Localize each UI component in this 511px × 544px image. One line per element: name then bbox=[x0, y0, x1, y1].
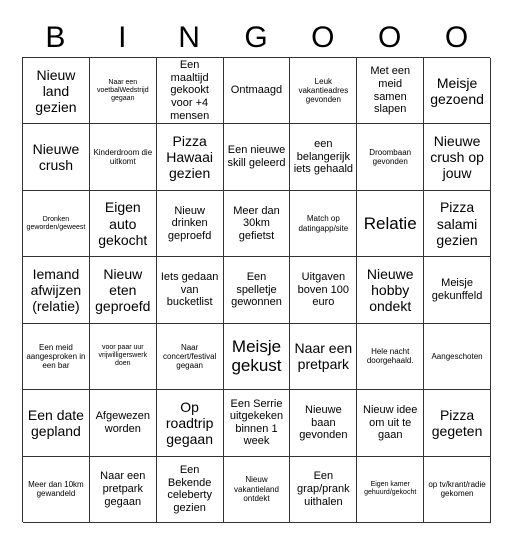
bingo-grid bbox=[22, 57, 490, 522]
bingo-cell[interactable] bbox=[23, 124, 90, 190]
cell-text: Een meid aangesproken in een bar bbox=[26, 342, 86, 370]
bingo-cell[interactable] bbox=[224, 191, 291, 257]
cell-text: Eigen kamer gehuurd/gekocht bbox=[364, 481, 417, 497]
cell-text: Pizza Hawaai gezien bbox=[166, 132, 213, 182]
bingo-cell[interactable] bbox=[357, 58, 424, 124]
bingo-cell[interactable] bbox=[290, 191, 357, 257]
bingo-header bbox=[22, 18, 490, 58]
cell-text: Met een meid samen slapen bbox=[370, 65, 411, 116]
cell-text: Hele nacht doorgehaald. bbox=[366, 347, 414, 366]
bingo-cell[interactable] bbox=[290, 257, 357, 323]
cell-text: Een maaltijd gekookt voor +4 mensen bbox=[170, 59, 210, 122]
bingo-cell[interactable] bbox=[157, 58, 224, 124]
bingo-cell[interactable] bbox=[357, 324, 424, 390]
header-letter: B bbox=[45, 21, 66, 54]
cell-text: Nieuwe crush op jouw bbox=[430, 132, 484, 182]
bingo-cell[interactable] bbox=[90, 457, 157, 523]
bingo-cell[interactable] bbox=[157, 257, 224, 323]
bingo-cell[interactable] bbox=[23, 191, 90, 257]
bingo-cell[interactable] bbox=[424, 191, 491, 257]
bingo-cell[interactable] bbox=[424, 457, 491, 523]
bingo-cell[interactable] bbox=[224, 58, 291, 124]
cell-text: Nieuw land gezien bbox=[35, 66, 77, 115]
cell-text: Naar een pretpark bbox=[294, 340, 353, 373]
cell-text: Match op datingapp/site bbox=[298, 214, 349, 233]
cell-text: Nieuwe crush bbox=[32, 141, 80, 174]
cell-text: Leuk vakantieadres gevonden bbox=[298, 76, 349, 105]
bingo-cell[interactable] bbox=[23, 58, 90, 124]
bingo-cell[interactable] bbox=[424, 124, 491, 190]
bingo-cell[interactable] bbox=[290, 58, 357, 124]
header-letter: N bbox=[178, 21, 200, 54]
cell-text: Iemand afwijzen (relatie) bbox=[30, 265, 82, 315]
cell-text: Relatie bbox=[363, 213, 417, 233]
bingo-cell[interactable] bbox=[23, 390, 90, 456]
cell-text: Pizza salami gezien bbox=[436, 199, 478, 248]
cell-text: Meisje gezoend bbox=[430, 74, 484, 107]
bingo-cell[interactable] bbox=[224, 324, 291, 390]
bingo-cell[interactable] bbox=[90, 124, 157, 190]
bingo-cell[interactable] bbox=[357, 257, 424, 323]
header-letter: G bbox=[244, 21, 268, 54]
cell-text: Een nieuwe skill geleerd bbox=[227, 144, 286, 170]
bingo-cell[interactable] bbox=[23, 457, 90, 523]
cell-text: Een spelletje gewonnen bbox=[231, 271, 282, 309]
cell-text: Uitgaven boven 100 euro bbox=[297, 271, 350, 309]
bingo-cell[interactable] bbox=[157, 324, 224, 390]
cell-text: Nieuwe baan gevonden bbox=[299, 403, 348, 442]
header-letter: I bbox=[118, 21, 127, 54]
cell-text: Een Bekende celeberty gezien bbox=[167, 463, 212, 514]
cell-text: Kinderdroom die uitkomt bbox=[93, 147, 153, 167]
bingo-cell[interactable] bbox=[157, 124, 224, 190]
cell-text: Eigen auto gekocht bbox=[98, 199, 148, 248]
bingo-cell[interactable] bbox=[90, 191, 157, 257]
cell-text: Dronken geworden/geweest bbox=[26, 215, 86, 231]
header-letter: O bbox=[444, 21, 469, 54]
cell-text: Naar concert/festival gegaan bbox=[162, 342, 217, 370]
bingo-cell[interactable] bbox=[224, 257, 291, 323]
bingo-cell[interactable] bbox=[290, 390, 357, 456]
bingo-cell[interactable] bbox=[90, 390, 157, 456]
bingo-cell[interactable] bbox=[424, 257, 491, 323]
bingo-cell[interactable] bbox=[157, 390, 224, 456]
cell-text: een belangerijk iets gehaald bbox=[293, 138, 354, 176]
cell-text: Pizza gegeten bbox=[431, 406, 483, 439]
bingo-cell[interactable] bbox=[224, 457, 291, 523]
header-letter: O bbox=[311, 21, 335, 54]
cell-text: Naar een voetbalWedstrijd gegaan bbox=[96, 78, 149, 102]
cell-text: Nieuwe hobby ondekt bbox=[366, 265, 414, 315]
bingo-cell[interactable] bbox=[157, 457, 224, 523]
cell-text: Aangeschoten bbox=[431, 351, 483, 361]
bingo-cell[interactable] bbox=[224, 124, 291, 190]
bingo-cell[interactable] bbox=[224, 390, 291, 456]
bingo-cell[interactable] bbox=[424, 390, 491, 456]
cell-text: Op roadtrip gegaan bbox=[165, 398, 214, 447]
cell-text: Ontmaagd bbox=[230, 84, 283, 97]
header-letter: O bbox=[378, 21, 402, 54]
cell-text: op tv/krant/radie gekomen bbox=[428, 480, 486, 499]
cell-text: Nieuw eten geproefd bbox=[95, 265, 151, 315]
bingo-cell[interactable] bbox=[290, 124, 357, 190]
bingo-cell[interactable] bbox=[23, 324, 90, 390]
cell-text: voor paar uur vrijwilligerswerk doen bbox=[98, 344, 148, 368]
cell-text: Een date gepland bbox=[27, 406, 84, 439]
cell-text: Iets gedaan van bucketlist bbox=[160, 271, 219, 309]
cell-text: Naar een pretpark gegaan bbox=[100, 470, 146, 508]
bingo-cell[interactable] bbox=[357, 390, 424, 456]
cell-text: Meisje gekust bbox=[231, 336, 282, 376]
bingo-cell[interactable] bbox=[90, 58, 157, 124]
cell-text: Een Serrie uitgekeken binnen 1 week bbox=[229, 397, 284, 448]
cell-text: Nieuw vakantieland ontdekt bbox=[234, 475, 279, 503]
bingo-cell[interactable] bbox=[157, 191, 224, 257]
cell-text: Meer dan 10km gewandeld bbox=[28, 480, 84, 499]
cell-text: Nieuw idee om uit te gaan bbox=[363, 403, 418, 442]
bingo-cell[interactable] bbox=[357, 124, 424, 190]
cell-text: Meer dan 30km gefietst bbox=[233, 204, 280, 242]
bingo-cell[interactable] bbox=[90, 257, 157, 323]
bingo-cell[interactable] bbox=[357, 191, 424, 257]
cell-text: Meisje gekunffeld bbox=[431, 277, 483, 302]
cell-text: Nieuw drinken geproefd bbox=[167, 204, 212, 242]
bingo-cell[interactable] bbox=[424, 324, 491, 390]
bingo-cell[interactable] bbox=[290, 324, 357, 390]
bingo-cell[interactable] bbox=[23, 257, 90, 323]
bingo-cell[interactable] bbox=[290, 457, 357, 523]
cell-text: Afgewezen worden bbox=[95, 410, 150, 435]
cell-text: Droombaan gevonden bbox=[369, 147, 412, 167]
cell-text: Een grap/prank uithalen bbox=[297, 470, 350, 508]
bingo-cell[interactable] bbox=[357, 457, 424, 523]
bingo-cell[interactable] bbox=[424, 58, 491, 124]
bingo-cell[interactable] bbox=[90, 324, 157, 390]
